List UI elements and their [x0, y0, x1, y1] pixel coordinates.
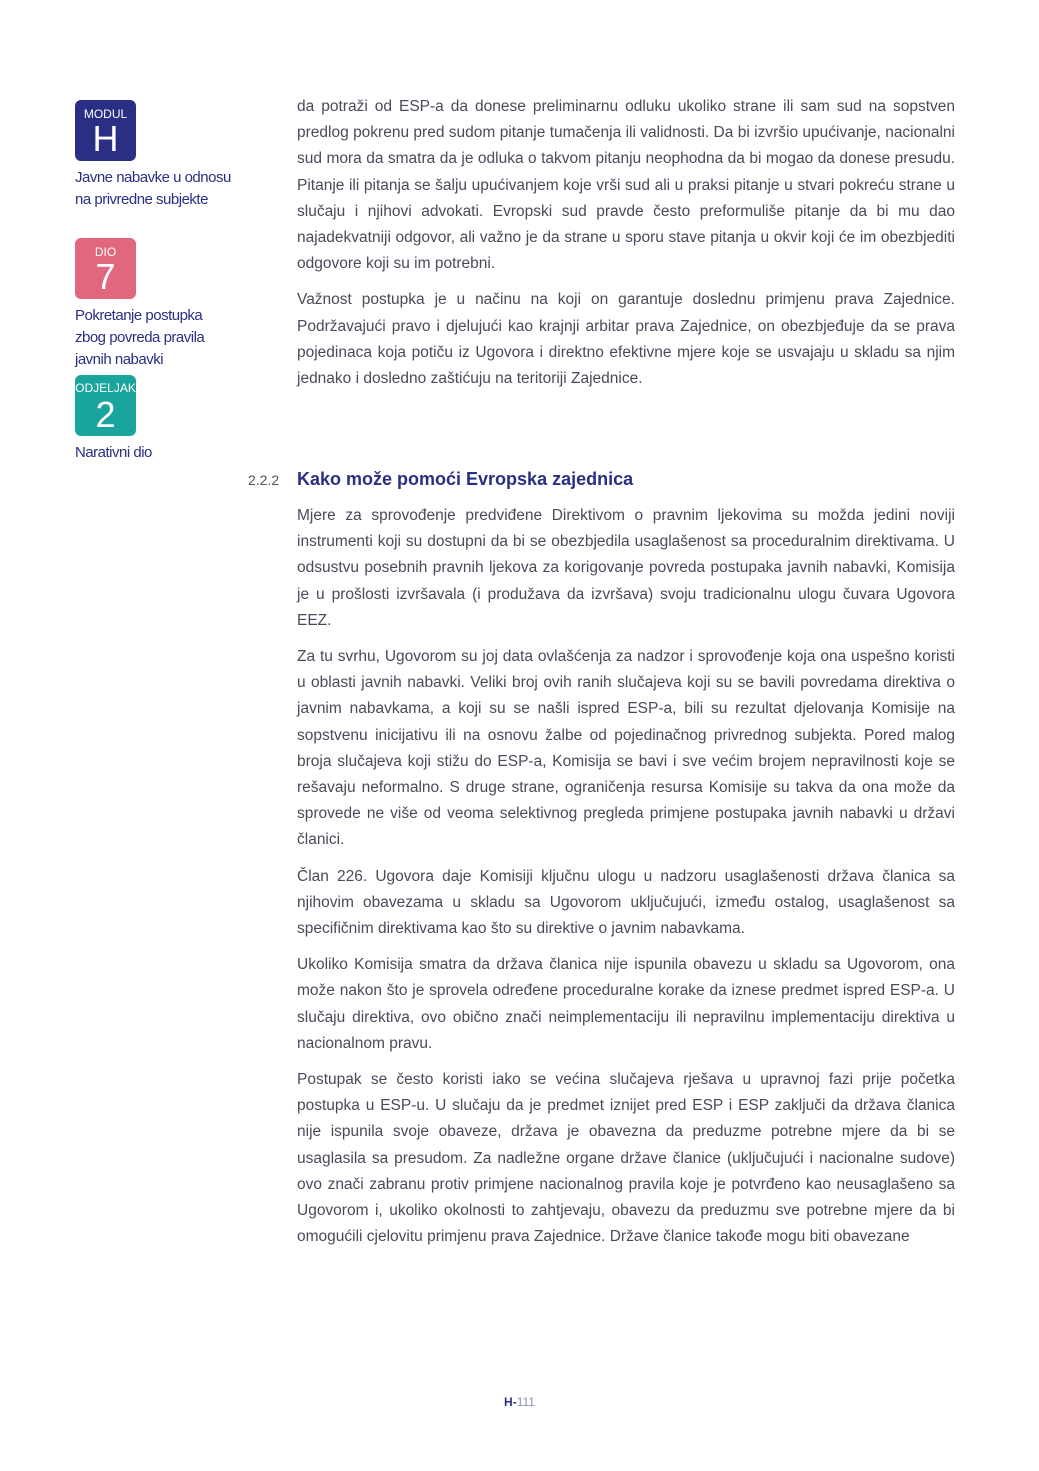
- dio-badge: [75, 238, 136, 299]
- dio-badge-number: 7: [95, 256, 116, 297]
- dio-title-line: Pokretanje postupka: [75, 307, 203, 324]
- paragraph: Ukoliko Komisija smatra da država članica nije ispunila obavezu u skladu sa Ugovorom, ona može nakon što je sprovela određene proceduralne korake da iznese predmet ispred ESP-a. U slučaju direktiva, ovo obično znači neimplementaciju ili nepravilnu implementaciju direktiva u nacionalnom pravu.: [297, 956, 955, 1052]
- modul-badge: [75, 100, 136, 161]
- paragraph: Postupak se često koristi iako se većina slučajeva rješava u upravnoj fazi prije početka postupka u ESP-u. U slučaju da je predmet iznijet pred ESP i ESP zaključi da država članica nije ispunila svoje obaveze, država je obavezna da preduzme potrebne mjere da bi se usaglasila sa presudom. Za nadležne organe države članice (uključujući i nacionalne sudove) ovo znači zabranu protiv primjene nacionalnog pravila koje je potvrđeno kao neusaglašeno sa Ugovorom i, ukoliko okolnosti to zahtjevaju, obavezu da preduzmu sve potrebne mjere da bi omogućili cjelovitu primjenu prava Zajednice. Države članice takođe mogu biti obavezane: [297, 1071, 955, 1246]
- modul-badge-letter: H: [92, 118, 119, 159]
- odjeljak-badge: [75, 375, 136, 436]
- modul-title: [75, 167, 265, 211]
- odjeljak-title-line: Narativni dio: [75, 444, 152, 461]
- dio-title: [75, 305, 265, 371]
- dio-badge-label: DIO: [94, 245, 117, 259]
- dio-title-line: zbog povreda pravila: [75, 329, 205, 346]
- section-number: 2.2.2: [248, 472, 280, 488]
- odjeljak-title: [75, 442, 265, 464]
- dio-title-line: javnih nabavki: [75, 351, 164, 368]
- paragraph: Član 226. Ugovora daje Komisiji ključnu ulogu u nadzoru usaglašenosti država članica sa njihovim obavezama u skladu sa Ugovorom uključujući, između ostalog, usaglašenost sa specifičnim direktivama kao što su direktive o javnim nabavkama.: [297, 867, 955, 938]
- modul-title-line: Javne nabavke u odnosu: [75, 169, 231, 186]
- paragraph: da potraži od ESP-a da donese preliminarnu odluku ukoliko strane ili sam sud na sopstven predlog pokrenu pred sudom pitanje tumačenja ili validnosti. Da bi izvršio upućivanje, nacionalni sud mora da smatra da je odluka o takvom pitanju neophodna da bi mogao da donese presudu. Pitanje ili pitanja se šalju upućivanjem koje vrši sud ali u praksi pitanje u stvari pokreću strane u slučaju i njihovi advokati. Evropski sud pravde često preformuliše pitanje da bi mu dao najadekvatniji odgovor, ali važno je da strane u sporu stave pitanja u okvir koji će im obezbjediti odgovore koji su im potrebni.: [297, 98, 955, 273]
- modul-title-line: na privredne subjekte: [75, 191, 208, 208]
- section-title: Kako može pomoći Evropska zajednica: [297, 469, 634, 489]
- page-prefix: H-: [504, 1395, 517, 1409]
- paragraph: Za tu svrhu, Ugovorom su joj data ovlašćenja za nadzor i sprovođenje koja ona uspešno koristi u oblasti javnih nabavki. Veliki broj ovih ranih slučajeva koji su se bavili povredama direktiva o javnim nabavkama, a koji su se našli ispred ESP-a, bili su rezultat djelovanja Komisije na sopstvenu inicijativu ili na osnovu žalbe od pojedinačnog privrednog subjekta. Pored malog broja slučajeva koji stižu do ESP-a, Komisija se bavi i sve većim brojem nepravilnosti koje se rešavaju neformalno. S druge strane, ograničenja resursa Komisije su takva da ona može da sprovede ne više od veoma selektivnog pregleda primjene postupaka javnih nabavki u državi članici.: [297, 648, 955, 849]
- modul-badge-label: MODUL: [83, 107, 128, 121]
- intro-text: [297, 94, 955, 392]
- section-body: [297, 503, 955, 1250]
- sidebar: [75, 100, 265, 464]
- page-number: 111: [516, 1395, 535, 1409]
- paragraph: Mjere za sprovođenje predviđene Direktivom o pravnim ljekovima su možda jedini noviji instrumenti koji su dostupni da bi se obezbjedila usaglašenost sa proceduralnim direktivama. U odsustvu posebnih pravnih ljekova za korigovanje povreda postupaka javnih nabavki, Komisija je u prošlosti izvršavala (i produžava da izvršava) svoju tradicionalnu ulogu čuvara Ugovora EEZ.: [297, 507, 955, 629]
- odjeljak-badge-label: ODJELJAK: [75, 381, 136, 395]
- page-footer: [0, 1395, 1039, 1409]
- paragraph: Važnost postupka je u načinu na koji on garantuje doslednu primjenu prava Zajednice. Podržavajući pravo i djelujući kao krajnji arbitar prava Zajednice, on obezbjeđuje da se prava pojedinaca koja potiču iz Ugovora i direktno efektivne mjere koje se usvajaju u skladu sa njim jednako i dosledno zaštićuju na teritoriji Zajednice.: [297, 291, 955, 388]
- odjeljak-badge-number: 2: [95, 394, 116, 435]
